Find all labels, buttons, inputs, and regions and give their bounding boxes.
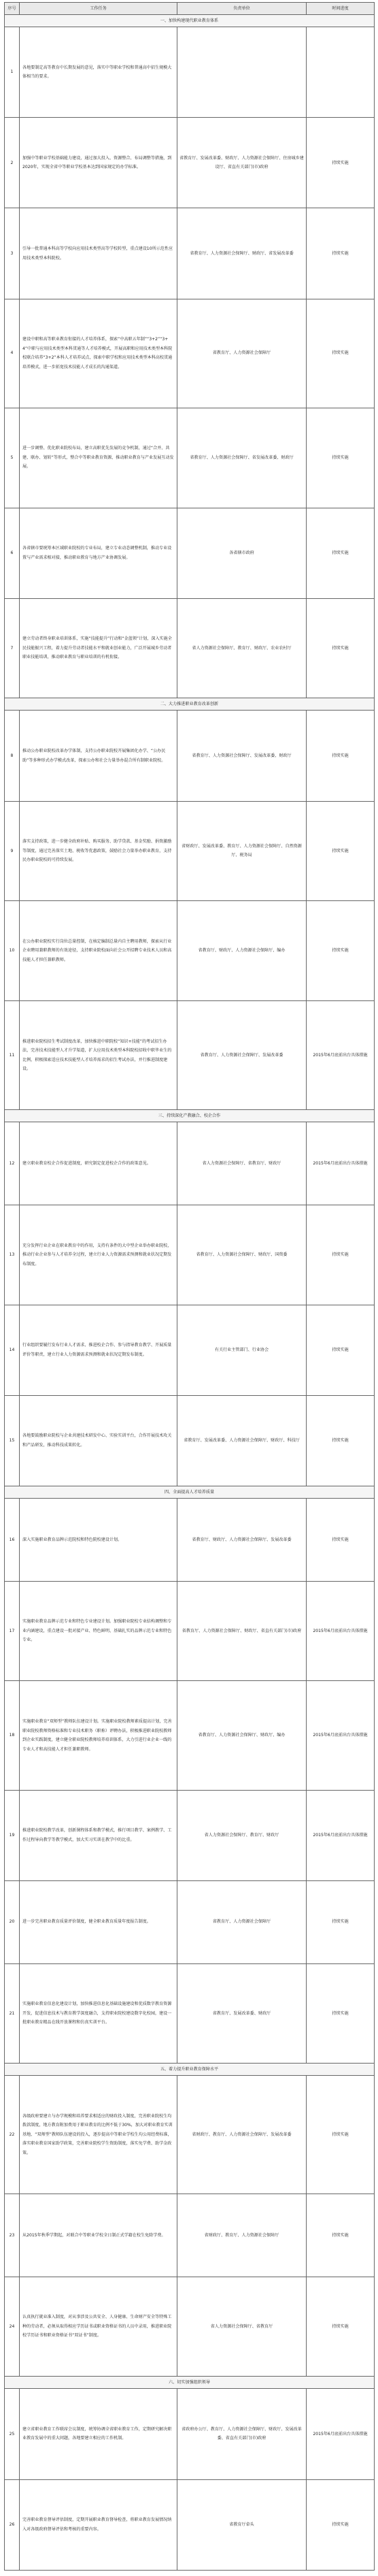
row-number: 26 — [5, 2479, 20, 2570]
task-description: 推进职业院校招生考试制度改革，加快推进中职院校“知识+技能”的考试招生办法，完善技术技能型人才升学渠道，扩大应用技术类型本科院校招收中职毕业生的比例，积极探索适应技术技能型人才培养需求的招生考试办法，并行推进制度建设。 — [20, 1001, 177, 1110]
task-description: 建设中职和高等职业教育衔接的人才培养体系，探索“中高职五年制”“3+2”“3+4”中职与应用技术类型本科贯通等人才培养模式，开展高职和应用技术类型本科院校联合培养“3+2”本科人才培养试点，探索中职学校和应用技术类型本科高校贯通培养模式，进一步拓宽技术技能人才成长的沟通渠道。 — [20, 299, 177, 408]
header-number: 序号 — [5, 3, 20, 15]
header-row — [5, 3, 375, 15]
time-schedule: 持续实施 — [307, 1499, 375, 1582]
row-number: 3 — [5, 208, 20, 299]
section-header-row — [5, 1486, 375, 1499]
table-row — [5, 1001, 375, 1110]
row-number: 2 — [5, 118, 20, 208]
table-row — [5, 2479, 375, 2570]
row-number: 13 — [5, 1205, 20, 1305]
table-row — [5, 1499, 375, 1582]
task-description: 完善职业教育督导评估制度，定期开展职业教育督导检查，将职业教育发展情况纳入对各级政府督导评估和考核的重要内容。 — [20, 2479, 177, 2570]
time-schedule: 持续实施 — [307, 711, 375, 801]
responsible-unit: 省人力资源社会保障厅、省教育厅、财政厅 — [177, 1122, 307, 1205]
row-number: 23 — [5, 2194, 20, 2277]
time-schedule: 2015年6月底前出台具体措施 — [307, 1581, 375, 1681]
time-schedule: 持续实施 — [307, 1963, 375, 2064]
table-row — [5, 1790, 375, 1880]
task-description: 充分发挥行业企业在职业教育中的作用，支持有条件的大中型企业举办职业院校，推动行业企业参与人才培养全过程，建立行业人力资源需求预测和就业状况定期发布制度。 — [20, 1205, 177, 1305]
time-schedule: 持续实施 — [307, 208, 375, 299]
task-description: 各级政府要建立与办学规模和培养要求相适应的财政投入制度，完善职业院校生均拨款制度，地方教育附加费用于职业教育的比例不低于30%，加大对职业教育实训基地、“双师型”教师队伍建设的投入，逐步提高中等职业学校生均公用经费标准，落实职业教育国家助学政策，完善职业院校学生资助制度，落实免学费、助学金政策。 — [20, 2076, 177, 2194]
task-description: 实施职业教育品牌示范专业和特色专业建设计划。加强职业院校专业结构调整和专业内涵建设，重点建设一批对接产业、特色鲜明、基础扎实的品牌示范专业和特色专业。 — [20, 1581, 177, 1681]
responsible-unit: 省教育厅、人力资源社会保障厅、财政厅、国资委 — [177, 1205, 307, 1305]
task-description: 建立劳动者终身职业培训体系，实施“技能提升”行动和“金蓝领”计划，深入实施全民技能振兴工程，着力提升劳动者技能水平和就业创业能力，广泛开展城乡劳动者职业技能培训，推动职业教育与职业培训的有机衔接。 — [20, 598, 177, 698]
row-number: 10 — [5, 901, 20, 1001]
task-description: 实施职业教育信息化建设计划，加快推进信息化基础设施建设和优质数字教育资源开发，促进信息技术与教育教学深度融合，支持职业院校建设数字化校园，建设一批职业教育精品在线开放课程和仿真实训平台。 — [20, 1963, 177, 2064]
table-row — [5, 1395, 375, 1486]
responsible-unit: 省教育厅、人力资源社会保障厅 — [177, 299, 307, 408]
time-schedule: 2015年6月底前出台具体措施 — [307, 1790, 375, 1880]
table-row — [5, 1122, 375, 1205]
table-row — [5, 711, 375, 801]
responsible-unit: 各省辖市政府 — [177, 508, 307, 598]
task-description: 推进职业院校教学改革，创新课程体系和教学模式，推行项目教学、案例教学、工作过程导向教学等教学模式，加大实习实训在教学中的比重。 — [20, 1790, 177, 1880]
task-description: 实施职业教育“双师型”教师队伍建设计划。实施职业院校教师素质提高计划，完善职业院校教师资格标准和专业技术职务（职称）评聘办法，积极推进职业院校教师到企业实践制度，建立健全职业院校教师培养培训体系，大力引进行业企业一线的专业人才和高技能人才担任兼职教师。 — [20, 1681, 177, 1790]
responsible-unit: 省教育厅、财政厅、人力资源社会保障厅、编办 — [177, 901, 307, 1001]
table-row — [5, 1880, 375, 1963]
row-number: 19 — [5, 1790, 20, 1880]
responsible-unit: 省教育厅、财政厅、人力资源社会保障厅、发展改革委 — [177, 1499, 307, 1582]
row-number: 6 — [5, 508, 20, 598]
section-title: 三、持续深化产教融合、校企合作 — [5, 1110, 375, 1122]
row-number: 8 — [5, 711, 20, 801]
section-header-row — [5, 2377, 375, 2389]
row-number: 16 — [5, 1499, 20, 1582]
responsible-unit: 省教育厅、人力资源社会保障厅、发展改革委、财政厅 — [177, 711, 307, 801]
section-header-row — [5, 698, 375, 711]
table-row — [5, 408, 375, 508]
task-table — [4, 2, 375, 2571]
responsible-unit: 省教育厅、人力资源社会保障厅、省发展改革委、财政厅 — [177, 408, 307, 508]
responsible-unit: 省财政厅、教育厅、人力资源社会保障厅 — [177, 2194, 307, 2277]
task-table-body — [5, 15, 375, 2571]
responsible-unit: 省教育厅、人力资源社会保障厅、财政厅、省发展改革委 — [177, 208, 307, 299]
time-schedule: 持续实施 — [307, 118, 375, 208]
time-schedule: 持续实施 — [307, 2076, 375, 2194]
task-description: 推动公办职业院校改革办学体制，支持公办职业院校开展集团化办学、“公办民助”等多种形式办学模式改革，探索公办和社会力量举办混合所有制职业院校。 — [20, 711, 177, 801]
time-schedule: 持续实施 — [307, 2479, 375, 2570]
responsible-unit: 省教育厅、人力资源社会保障厅 — [177, 1880, 307, 1963]
responsible-unit: 省教育厅、发展改革委、财政厅、人力资源社会保障厅、住房城乡建设厅、省直有关部门(市)政府 — [177, 118, 307, 208]
time-schedule: 持续实施 — [307, 2194, 375, 2277]
table-row — [5, 299, 375, 408]
time-schedule — [307, 27, 375, 118]
table-row — [5, 598, 375, 698]
task-description: 各省辖市要统筹本区域职业院校的专业布局，建立专业动态调整机制，推动专业设置与产业需求相对接，推动职业教育与地方产业协调发展。 — [20, 508, 177, 598]
task-description: 落实支持政策，进一步健全政府补贴、购买服务、助学贷款、基金奖励、捐资激励等制度，通过完善落实土地、税收等优惠政策，鼓励社会力量举办职业教育，支持民办职业院校的可持续发展。 — [20, 801, 177, 901]
table-row — [5, 1305, 375, 1395]
task-description: 行业组织要履行发布行业人才需求、推进校企合作、参与指导教育教学、开展质量评价等职责，建立行业人力资源需求预测和就业状况定期发布制度。 — [20, 1305, 177, 1395]
row-number: 15 — [5, 1395, 20, 1486]
table-row — [5, 27, 375, 118]
header-task: 工作任务 — [20, 3, 177, 15]
table-row — [5, 1681, 375, 1790]
time-schedule: 持续实施 — [307, 801, 375, 901]
section-header-row — [5, 1110, 375, 1122]
time-schedule: 持续实施 — [307, 2277, 375, 2377]
table-row — [5, 801, 375, 901]
time-schedule: 2015年6月底前出台具体措施 — [307, 2389, 375, 2479]
responsible-unit: 省教育厅、发展改革委、财政厅 — [177, 1963, 307, 2064]
row-number: 14 — [5, 1305, 20, 1395]
section-title: 五、着力提升职业教育保障水平 — [5, 2064, 375, 2076]
table-row — [5, 2194, 375, 2277]
time-schedule: 持续实施 — [307, 408, 375, 508]
row-number: 17 — [5, 1581, 20, 1681]
section-header-row — [5, 2064, 375, 2076]
time-schedule: 持续实施 — [307, 1880, 375, 1963]
task-description: 建立省职业教育工作联席会议制度，统筹协调全省职业教育工作，定期研究解决职业教育发展中的重大问题，各地要建立相应的工作机制。 — [20, 2389, 177, 2479]
responsible-unit: 有关行业主管部门、行业协会 — [177, 1305, 307, 1395]
section-title: 六、切实加强组织领导 — [5, 2377, 375, 2389]
task-description: 建立职业教育校企合作促进制度，研究制定促进校企合作的政策意见。 — [20, 1122, 177, 1205]
row-number: 21 — [5, 1963, 20, 2064]
row-number: 4 — [5, 299, 20, 408]
table-row — [5, 508, 375, 598]
time-schedule: 持续实施 — [307, 1305, 375, 1395]
task-description: 从2015年秋季学期起，对联合中等职业学校全日制正式学籍在校生免除学费。 — [20, 2194, 177, 2277]
table-row — [5, 1963, 375, 2064]
responsible-unit: 省教育厅牵头 — [177, 2479, 307, 2570]
task-description: 在公办职业院校实行岗位总量控制，在核定编制总量内自主聘用教师，探索从行业企业聘用兼职教师的有效途径，支持职业院校面向社会公开招聘专业技术人员和高技能人才担任兼职教师。 — [20, 901, 177, 1001]
table-row — [5, 2389, 375, 2479]
time-schedule: 持续实施 — [307, 1205, 375, 1305]
task-description: 认真执行就业准入制度，对从事涉及公共安全、人身健康、生命财产安全等特殊工种的劳动者，必须从取得相应学历证书或职业资格证书的人员中录用，推进职业院校学历证书和职业资格证书“双证书”制度。 — [20, 2277, 177, 2377]
time-schedule: 持续实施 — [307, 1395, 375, 1486]
section-title: 一、加快构建现代职业教育体系 — [5, 15, 375, 27]
responsible-unit: 省教育厅、人力资源社会保障厅、财政厅、编办 — [177, 1681, 307, 1790]
row-number: 1 — [5, 27, 20, 118]
section-title: 二、大力推进职业教育改革创新 — [5, 698, 375, 711]
task-description: 加强中等职业学校基础能力建设，通过加大投入、资源整合、布局调整等措施，到2020年，实现全省中等职业学校基本达到国家规定的办学标准。 — [20, 118, 177, 208]
task-description: 进一步完善职业教育质量评价制度，健全职业教育质量年度报告制度。 — [20, 1880, 177, 1963]
row-number: 7 — [5, 598, 20, 698]
responsible-unit — [177, 27, 307, 118]
table-row — [5, 1205, 375, 1305]
row-number: 9 — [5, 801, 20, 901]
time-schedule: 持续实施 — [307, 508, 375, 598]
row-number: 22 — [5, 2076, 20, 2194]
task-description: 引导一批普通本科高等学校向应用技术类型高等学校转型，重点建设10所示范性应用技术类型本科院校。 — [20, 208, 177, 299]
responsible-unit: 省人力资源社会保障厅、教育厅、财政厅、农业农村厅 — [177, 598, 307, 698]
task-description: 各地要制定高等教育中长期发展的意见，落实中等职业学校和普通高中招生规模大体相当的要求。 — [20, 27, 177, 118]
table-row — [5, 208, 375, 299]
responsible-unit: 省财政厅、教育厅、人力资源社会保障厅、发展改革委 — [177, 2076, 307, 2194]
task-table-container — [4, 2, 374, 2571]
table-row — [5, 1581, 375, 1681]
table-row — [5, 901, 375, 1001]
header-time: 时间进度 — [307, 3, 375, 15]
responsible-unit: 省政府办公厅、教育厅、人力资源社会保障厅、财政厅、发展改革委、省直有关部门(市)政府 — [177, 2389, 307, 2479]
time-schedule: 持续实施 — [307, 901, 375, 1001]
task-description: 各地要鼓励职业院校与企业共建技术研发中心、实验实训平台，合作开展技术攻关和产品研发，推动科技成果转化。 — [20, 1395, 177, 1486]
responsible-unit: 省教育厅、发展改革委、人力资源社会保障厅、财政厅、科技厅 — [177, 1395, 307, 1486]
time-schedule: 2015年6月底前出台具体措施 — [307, 1681, 375, 1790]
header-unit: 负责单位 — [177, 3, 307, 15]
responsible-unit: 省教育厅、人力资源社会保障厅、发展改革委 — [177, 1001, 307, 1110]
time-schedule: 2015年6月底前出台具体措施 — [307, 1001, 375, 1110]
responsible-unit: 省教育厅、人力资源社会保障厅、财政厅、省直有关部门(市)政府 — [177, 1581, 307, 1681]
table-row — [5, 2076, 375, 2194]
row-number: 12 — [5, 1122, 20, 1205]
responsible-unit: 省人力资源社会保障厅、教育厅、财政厅 — [177, 1790, 307, 1880]
time-schedule: 持续实施 — [307, 598, 375, 698]
section-title: 四、全面提高人才培养质量 — [5, 1486, 375, 1499]
row-number: 24 — [5, 2277, 20, 2377]
row-number: 20 — [5, 1880, 20, 1963]
row-number: 18 — [5, 1681, 20, 1790]
row-number: 5 — [5, 408, 20, 508]
row-number: 11 — [5, 1001, 20, 1110]
time-schedule: 持续实施 — [307, 299, 375, 408]
time-schedule: 2015年6月底前出台具体措施 — [307, 1122, 375, 1205]
section-header-row — [5, 15, 375, 27]
task-description: 深入实施职业教育品牌示范院校和特色院校建设计划。 — [20, 1499, 177, 1582]
responsible-unit: 省人力资源社会保障厅、省教育厅 — [177, 2277, 307, 2377]
responsible-unit: 省财政厅、发展改革委、教育厅、人力资源社会保障厅、自然资源厅、税务局 — [177, 801, 307, 901]
task-description: 进一步调整、优化职业院校布局，建立高职优先发展的竞争机制，通过“合并、共建、联办、划转”等形式，整合中等职业教育资源，推动职业教育与产业发展互动发展。 — [20, 408, 177, 508]
table-row — [5, 118, 375, 208]
table-row — [5, 2277, 375, 2377]
row-number: 25 — [5, 2389, 20, 2479]
